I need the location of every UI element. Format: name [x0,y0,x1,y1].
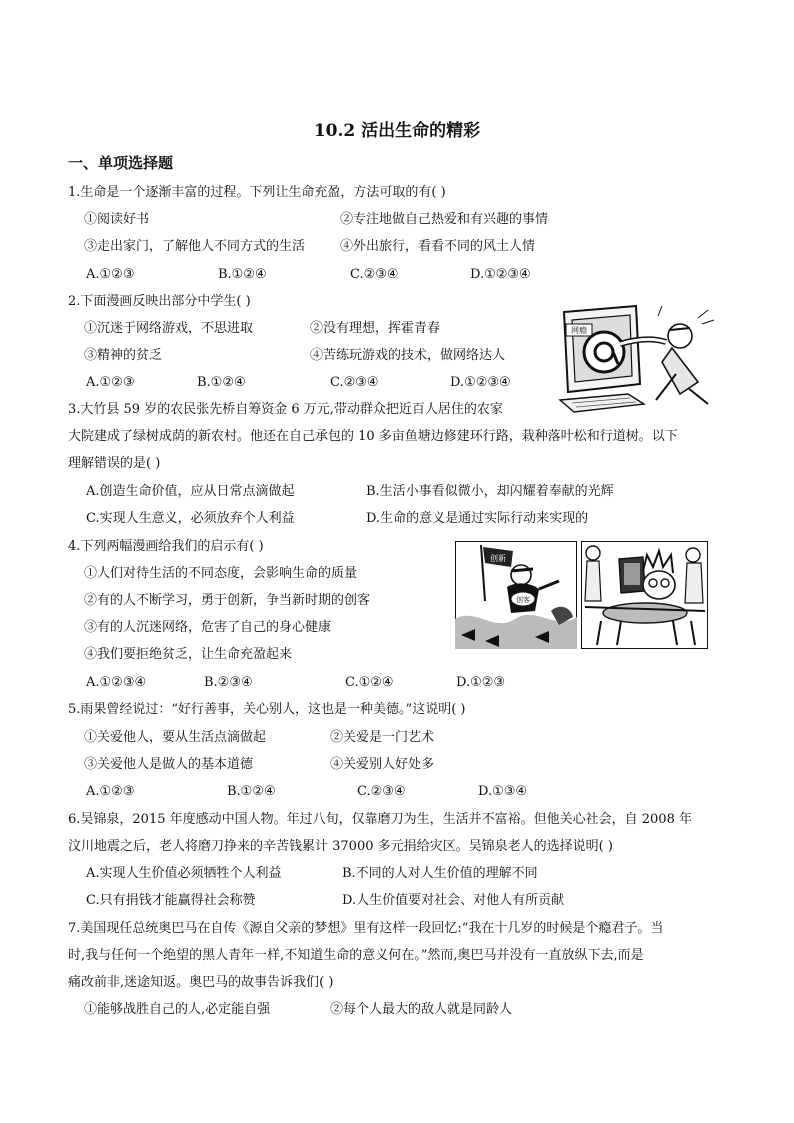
q5-option-c[interactable]: C.②③④ [357,784,406,799]
q3-option-b[interactable]: B.生活小事看似微小，却闪耀着奉献的光辉 [366,484,614,499]
q4-option-d[interactable]: D.①②③ [456,675,506,690]
question-6-line-2: 汶川地震之后，老人将磨刀挣来的辛苦钱累计 37000 多元捐给灾区。吴锦泉老人的选择说明( ) [68,839,613,854]
q4-statement-2: ②有的人不断学习，勇于创新，争当新时期的创客 [84,593,371,608]
question-3-line-1: 3.大竹县 59 岁的农民张先桥自筹资金 6 万元,带动群众把近百人居住的农家 [68,402,503,417]
q3-option-d[interactable]: D.生命的意义是通过实际行动来实现的 [366,511,589,526]
q4-cartoon-image-2 [581,541,708,649]
q2-statement-4: ④苦练玩游戏的技术，做网络达人 [310,348,506,363]
q5-statement-2: ②关爱是一门艺术 [330,730,435,745]
question-4-stem: 4.下列两幅漫画给我们的启示有( ) [68,539,264,554]
q2-option-d[interactable]: D.①②③④ [450,375,511,390]
q4-cartoon-flag-label: 创新 [490,554,506,563]
q2-cartoon-label: 网瘾 [571,326,587,335]
q2-option-a[interactable]: A.①②③ [86,375,135,390]
q1-statement-4: ④外出旅行，看看不同的风土人情 [340,239,536,254]
question-5-stem: 5.雨果曾经说过：“好行善事，关心别人，这也是一种美德。”这说明( ) [68,702,466,717]
q5-statement-4: ④关爱别人好处多 [330,757,435,772]
q7-statement-2: ②每个人最大的敌人就是同龄人 [330,1002,513,1017]
q5-option-a[interactable]: A.①②③ [86,784,135,799]
q4-option-c[interactable]: C.①②④ [345,675,394,690]
q6-option-c[interactable]: C.只有捐钱才能赢得社会称赞 [86,893,256,908]
q5-option-b[interactable]: B.①②④ [227,784,276,799]
q1-option-c[interactable]: C.②③④ [350,267,399,282]
q1-statement-2: ②专注地做自己热爱和有兴趣的事情 [340,212,549,227]
q1-statement-1: ①阅读好书 [84,212,150,227]
q6-option-b[interactable]: B.不同的人对人生价值的理解不同 [342,866,538,881]
q5-statement-1: ①关爱他人，要从生活点滴做起 [84,730,267,745]
q2-statement-2: ②没有理想，挥霍青春 [310,321,441,336]
q2-cartoon-image [558,304,718,414]
q6-option-d[interactable]: D.人生价值要对社会、对他人有所贡献 [342,893,565,908]
q4-option-a[interactable]: A.①②③④ [86,675,147,690]
question-1-stem: 1.生命是一个逐渐丰富的过程。下列让生命充盈，方法可取的有( ) [68,185,446,200]
question-2-stem: 2.下面漫画反映出部分中学生( ) [68,294,251,309]
q3-option-c[interactable]: C.实现人生意义，必须放弃个人利益 [86,511,295,526]
q4-statement-1: ①人们对待生活的不同态度，会影响生命的质量 [84,566,358,581]
q2-option-b[interactable]: B.①②④ [197,375,246,390]
q1-statement-3: ③走出家门，了解他人不同方式的生活 [84,239,306,254]
q1-option-d[interactable]: D.①②③④ [470,267,531,282]
question-3-line-3: 理解错误的是( ) [68,456,161,471]
question-7-line-1: 7.美国现任总统奥巴马在自传《源自父亲的梦想》里有这样一段回忆:“我在十几岁的时候是个瘾君子。当 [68,921,664,936]
q6-option-a[interactable]: A.实现人生价值必须牺牲个人利益 [86,866,282,881]
q3-option-a[interactable]: A.创造生命价值，应从日常点滴做起 [86,484,295,499]
q4-cartoon-image-1 [455,541,577,649]
q2-option-c[interactable]: C.②③④ [330,375,379,390]
q2-statement-1: ①沉迷于网络游戏，不思进取 [84,321,254,336]
q5-statement-3: ③关爱他人是做人的基本道德 [84,757,254,772]
q5-option-d[interactable]: D.①③④ [478,784,528,799]
section-heading: 一、单项选择题 [68,154,174,172]
q2-statement-3: ③精神的贫乏 [84,348,163,363]
question-7-line-2: 时,我与任何一个绝望的黑人青年一样,不知道生命的意义何在。”然而,奥巴马并没有一直放纵下去,而是 [68,948,644,963]
q1-option-b[interactable]: B.①②④ [218,267,267,282]
q4-statement-3: ③有的人沉迷网络，危害了自己的身心健康 [84,620,332,635]
q7-statement-1: ①能够战胜自己的人,必定能自强 [84,1002,271,1017]
question-6-line-1: 6.吴锦泉，2015 年度感动中国人物。年过八旬，仅靠磨刀为生，生活并不富裕。但他关心社会，自 2008 年 [68,812,692,827]
q4-option-b[interactable]: B.②③④ [204,675,253,690]
q4-statement-4: ④我们要拒绝贫乏，让生命充盈起来 [84,647,293,662]
q1-option-a[interactable]: A.①②③ [86,267,135,282]
q4-cartoon-chest-label: 创客 [516,596,530,604]
question-7-line-3: 痛改前非,迷途知返。奥巴马的故事告诉我们( ) [68,975,334,990]
question-3-line-2: 大院建成了绿树成荫的新农村。他还在自己承包的 10 多亩鱼塘边修建环行路，栽种落叶松和行道树。以下 [68,429,678,444]
page-title: 10.2 活出生命的精彩 [313,121,481,141]
